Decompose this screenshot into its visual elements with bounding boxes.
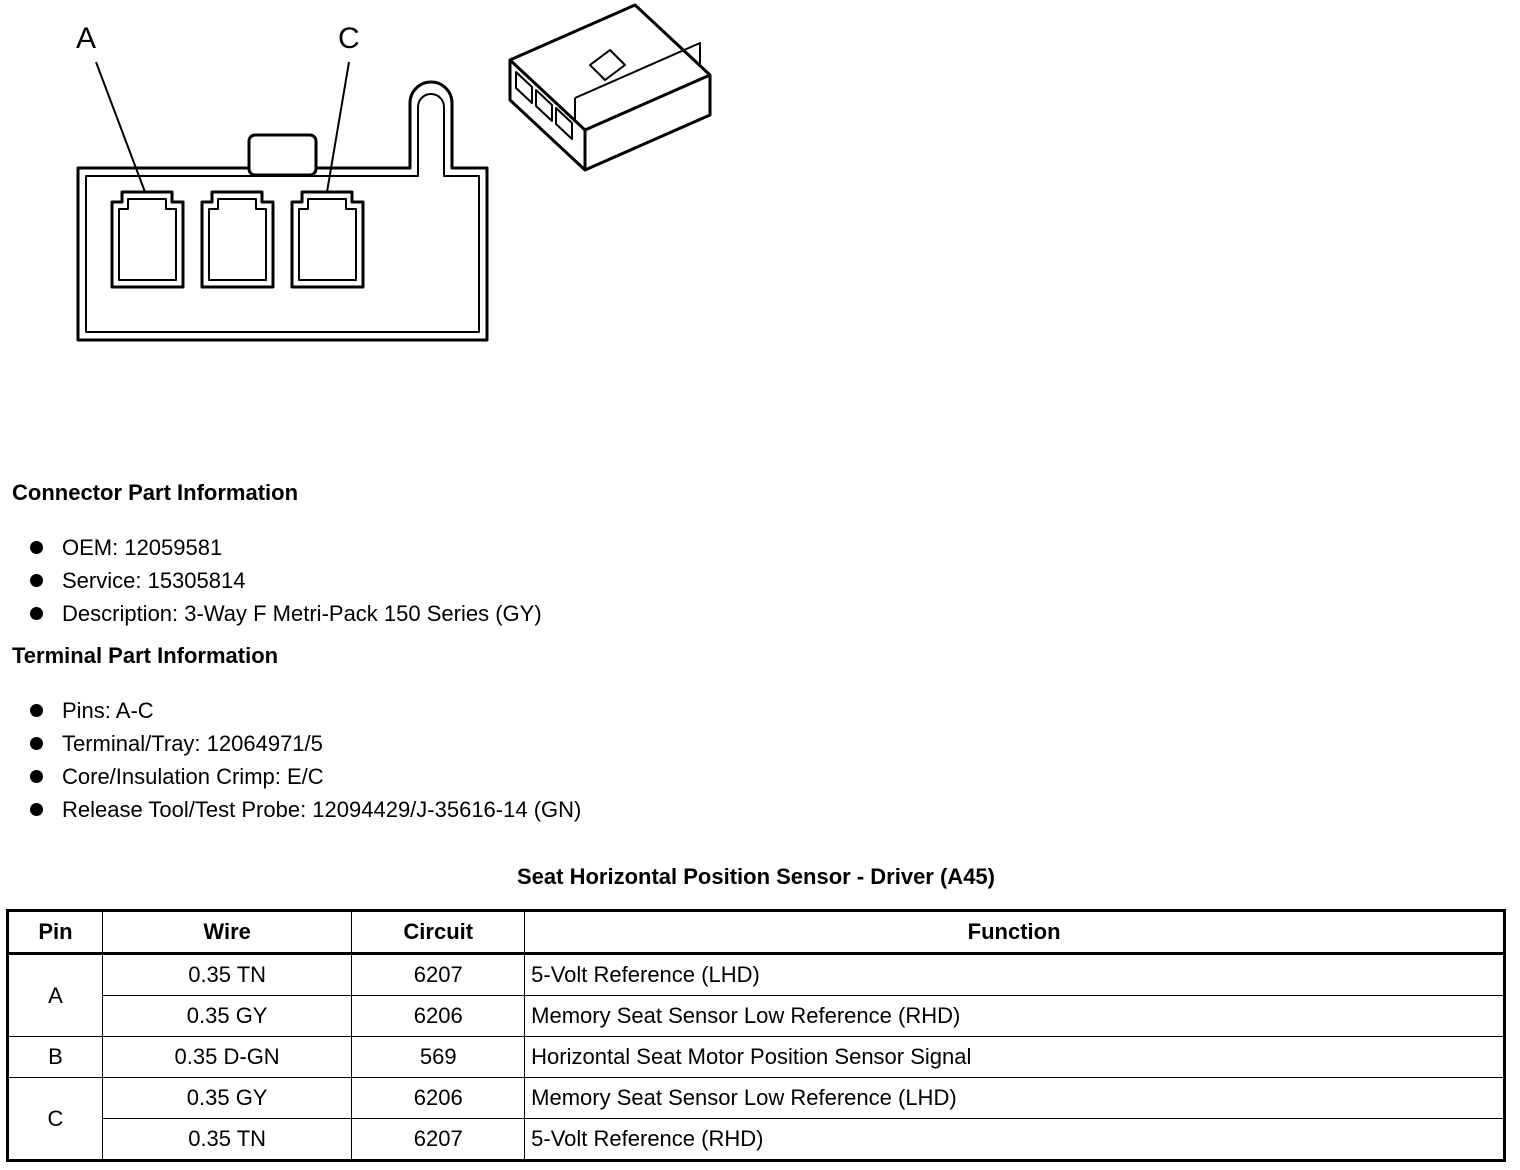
cavity-c <box>292 192 363 287</box>
pinout-table <box>6 909 1506 1162</box>
connector-latch <box>249 135 316 175</box>
connector-face-drawing <box>0 0 760 360</box>
function-cell: 5-Volt Reference (LHD) <box>525 954 1505 996</box>
connector-diagram <box>0 0 760 360</box>
column-header-circuit: Circuit <box>352 911 525 954</box>
list-item: Core/Insulation Crimp: E/C <box>30 760 581 793</box>
column-header-pin: Pin <box>8 911 103 954</box>
function-cell: Horizontal Seat Motor Position Sensor Signal <box>525 1037 1505 1078</box>
circuit-cell: 6207 <box>352 954 525 996</box>
pin-cell: C <box>8 1078 103 1161</box>
pin-cell: A <box>8 954 103 1037</box>
wire-cell: 0.35 GY <box>102 996 352 1037</box>
table-row <box>8 1078 1505 1119</box>
wire-cell: 0.35 D-GN <box>102 1037 352 1078</box>
terminal-part-info-list <box>30 694 581 826</box>
list-item: OEM: 12059581 <box>30 531 542 564</box>
function-cell: Memory Seat Sensor Low Reference (LHD) <box>525 1078 1505 1119</box>
circuit-cell: 6206 <box>352 996 525 1037</box>
wire-cell: 0.35 TN <box>102 1119 352 1161</box>
wire-cell: 0.35 TN <box>102 954 352 996</box>
list-item: Service: 15305814 <box>30 564 542 597</box>
callout-a: A <box>76 22 97 55</box>
connector-housing <box>78 82 487 340</box>
function-cell: Memory Seat Sensor Low Reference (RHD) <box>525 996 1505 1037</box>
list-item: Description: 3-Way F Metri-Pack 150 Series (GY) <box>30 597 542 630</box>
callout-c: C <box>338 22 360 55</box>
terminal-part-info-title: Terminal Part Information <box>12 643 279 668</box>
list-item: Pins: A-C <box>30 694 581 727</box>
column-header-wire: Wire <box>102 911 352 954</box>
table-row <box>8 1037 1505 1078</box>
table-header-row <box>8 911 1505 954</box>
cavity-a <box>112 192 183 287</box>
pin-cell: B <box>8 1037 103 1078</box>
list-item: Release Tool/Test Probe: 12094429/J-35616-14 (GN) <box>30 793 581 826</box>
circuit-cell: 6207 <box>352 1119 525 1161</box>
pinout-table-title: Seat Horizontal Position Sensor - Driver (A45) <box>517 864 995 889</box>
function-cell: 5-Volt Reference (RHD) <box>525 1119 1505 1161</box>
table-row <box>8 996 1505 1037</box>
wire-cell: 0.35 GY <box>102 1078 352 1119</box>
table-row <box>8 1119 1505 1161</box>
connector-part-info-title: Connector Part Information <box>12 480 299 505</box>
connector-isometric-drawing <box>510 5 710 170</box>
connector-part-info-list <box>30 531 542 630</box>
cavity-b <box>202 192 273 287</box>
list-item: Terminal/Tray: 12064971/5 <box>30 727 581 760</box>
table-row <box>8 954 1505 996</box>
column-header-function: Function <box>525 911 1505 954</box>
circuit-cell: 6206 <box>352 1078 525 1119</box>
circuit-cell: 569 <box>352 1037 525 1078</box>
